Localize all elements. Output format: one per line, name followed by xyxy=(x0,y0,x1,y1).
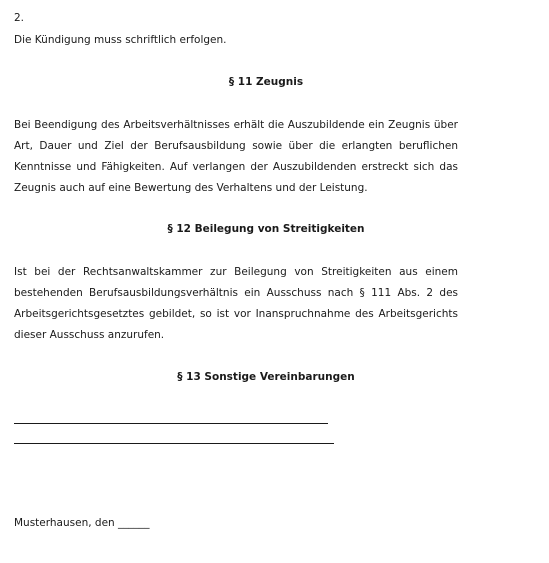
section-11-heading: § 11 Zeugnis xyxy=(228,76,304,88)
kuendigung-text: Die Kündigung muss schriftlich erfolgen. xyxy=(14,34,227,46)
item-number: 2. xyxy=(14,12,25,24)
section-12-body: Ist bei der Rechtsanwaltskammer zur Beilegung von Streitigkeiten aus einem bestehenden Berufsausbildungsverhältnis ein Ausschuss nach § 111 Abs. 2 des Arbeitsgerichtsgesetztes gebildet, so ist vor Inanspruchnahme des Arbeitsgerichts dieser Ausschuss anzurufen. xyxy=(14,266,458,341)
section-11-body: Bei Beendigung des Arbeitsverhältnisses erhält die Auszubildende ein Zeugnis über Art, Dauer und Ziel der Berufsausbildung sowie über die erlangten beruflichen Kenntnisse und Fähigkeiten. Auf verlangen der Auszubildenden erstreckt sich das Zeugnis auch auf eine Bewertung des Verhaltens und der Leistung. xyxy=(14,119,458,194)
section-12-heading: § 12 Beilegung von Streitigkeiten xyxy=(167,223,365,235)
signature-line: Musterhausen, den ______ xyxy=(14,517,150,529)
section-13-heading: § 13 Sonstige Vereinbarungen xyxy=(177,371,355,383)
blank-line-2 xyxy=(14,443,334,444)
blank-line-1 xyxy=(14,423,328,424)
